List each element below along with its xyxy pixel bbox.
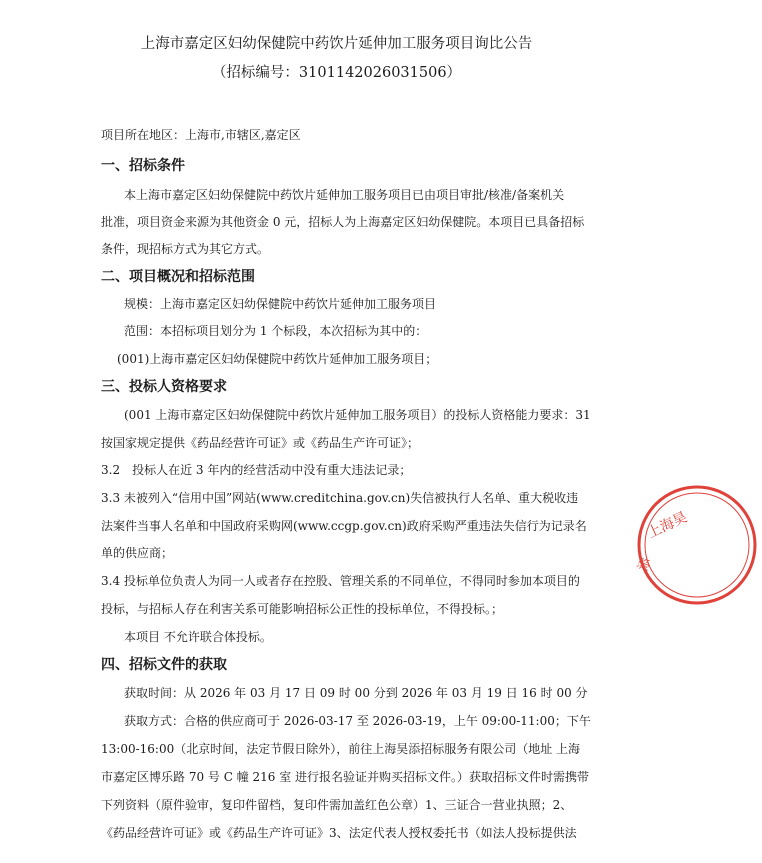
section-heading: 二、项目概况和招标范围 [101, 269, 255, 285]
paragraph-line: 范围：本招标项目划分为 1 个标段，本次招标为其中的： [124, 324, 428, 338]
section-heading: 一、招标条件 [101, 158, 185, 174]
document-title: 上海市嘉定区妇幼保健院中药饮片延伸加工服务项目询比公告 [140, 36, 533, 52]
paragraph-line: 按国家规定提供《药品经营许可证》或《药品生产许可证》； [101, 436, 420, 450]
paragraph-line: 《药品经营许可证》或《药品生产许可证》3、法定代表人授权委托书（如法人投标提供法 [101, 826, 577, 840]
paragraph-line: 规模：上海市嘉定区妇幼保健院中药饮片延伸加工服务项目 [124, 297, 437, 311]
paragraph-line: 13:00-16:00（北京时间，法定节假日除外），前往上海昊添招标服务有限公司（地址 上海 [101, 742, 581, 756]
paragraph-line: 市嘉定区博乐路 70 号 C 幢 216 室 进行报名验证并购买招标文件。）获取招标文件时需携带 [101, 770, 590, 784]
paragraph-line: 本项目 不允许联合体投标。 [124, 630, 272, 644]
paragraph-line: (001)上海市嘉定区妇幼保健院中药饮片延伸加工服务项目； [117, 352, 438, 366]
section-heading: 四、招标文件的获取 [101, 657, 227, 673]
paragraph-line: 3.3 未被列入“信用中国”网站(www.creditchina.gov.cn)失信被执行人名单、重大税收违 [101, 491, 579, 505]
paragraph-line: 投标，与招标人存在利害关系可能影响招标公正性的投标单位，不得投标。； [101, 602, 504, 616]
paragraph-line: 获取方式：合格的供应商可于 2026-03-17 至 2026-03-19，上午 09:00-11:00；下午 [124, 714, 591, 728]
section-heading: 三、投标人资格要求 [101, 379, 227, 395]
paragraph-line: 条件，现招标方式为其它方式。 [101, 242, 270, 256]
svg-text:上海昊: 上海昊 [644, 509, 690, 542]
paragraph-line: 批准，项目资金来源为其他资金 0 元，招标人为上海嘉定区妇幼保健院。本项目已具备招标 [101, 215, 585, 229]
paragraph-line: 获取时间：从 2026 年 03 月 17 日 09 时 00 分到 2026 年 03 月 19 日 16 时 00 分 [124, 686, 588, 700]
paragraph-line: 法案件当事人名单和中国政府采购网(www.ccgp.gov.cn)政府采购严重违法失信行为记录名 [101, 519, 587, 533]
paragraph-line: 3.2 投标人在近 3 年内的经营活动中没有重大违法记录； [101, 463, 412, 477]
paragraph-line: 3.4 投标单位负责人为同一人或者存在控股、管理关系的不同单位，不得同时参加本项目的 [101, 574, 580, 588]
company-seal [632, 480, 762, 610]
paragraph-line: 单的供应商； [101, 546, 174, 560]
region-line: 项目所在地区：上海市,市辖区,嘉定区 [101, 128, 301, 142]
svg-text:添: 添 [635, 556, 655, 574]
paragraph-line: (001 上海市嘉定区妇幼保健院中药饮片延伸加工服务项目）的投标人资格能力要求：31 [124, 408, 591, 422]
paragraph-line: 下列资料（原件验审，复印件留档，复印件需加盖红色公章）1、三证合一营业执照；2、 [101, 798, 573, 812]
paragraph-line: 本上海市嘉定区妇幼保健院中药饮片延伸加工服务项目已由项目审批/核准/备案机关 [124, 188, 565, 202]
bid-number: （招标编号：3101142026031506） [211, 65, 462, 81]
